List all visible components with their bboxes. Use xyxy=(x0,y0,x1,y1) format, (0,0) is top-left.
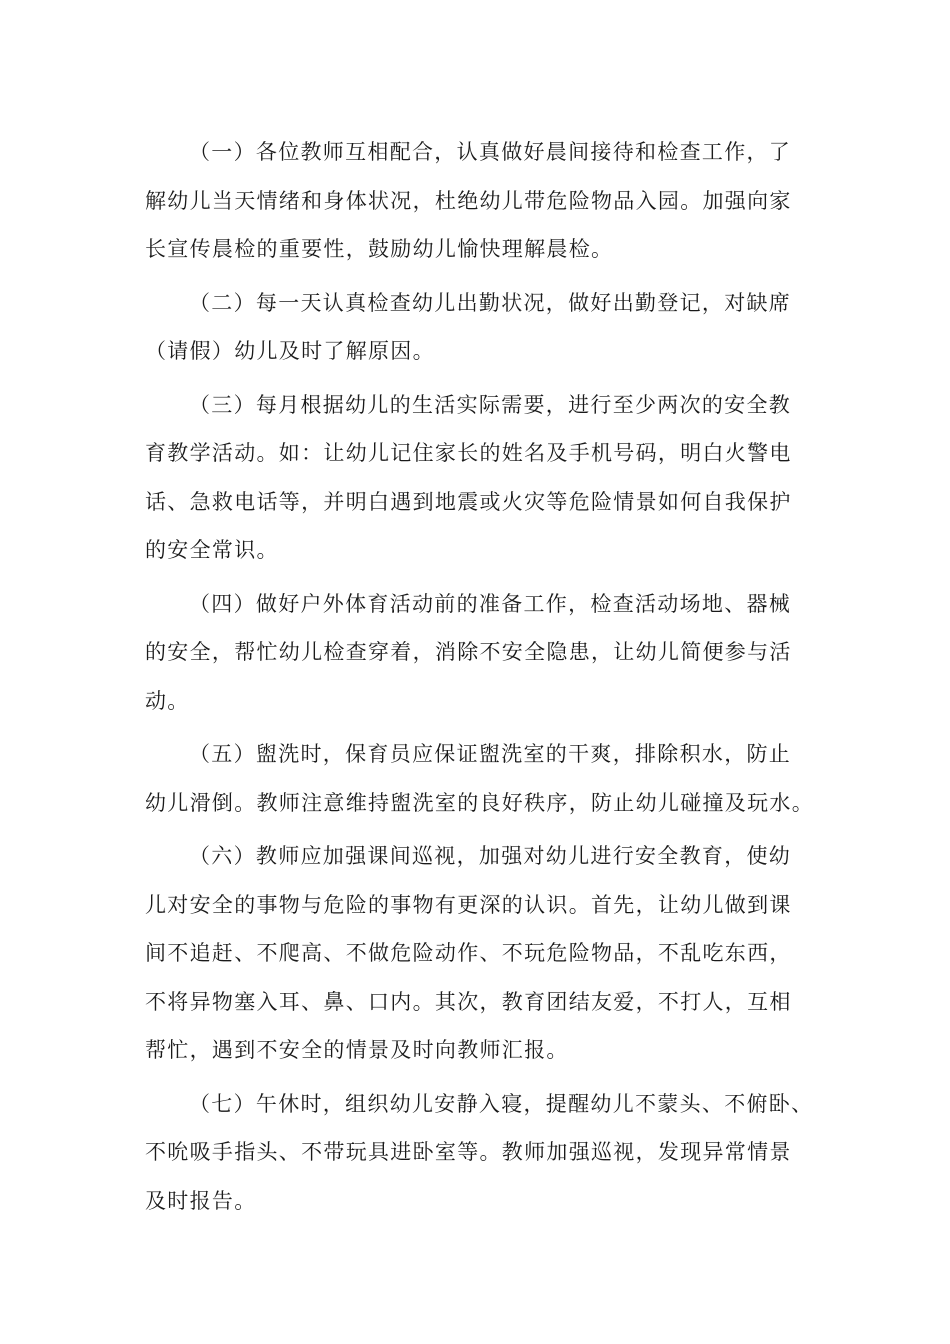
paragraph-3 xyxy=(145,381,805,575)
paragraph-line: 帮忙，遇到不安全的情景及时向教师汇报。 xyxy=(145,1038,569,1062)
paragraph-1 xyxy=(145,128,805,274)
paragraph-line: 儿对安全的事物与危险的事物有更深的认识。首先，让幼儿做到课 xyxy=(145,892,792,917)
paragraph-line: （七）午休时，组织幼儿安静入寝，提醒幼儿不蒙头、不俯卧、 xyxy=(189,1091,814,1116)
paragraph-line: 间不追赶、不爬高、不做危险动作、不玩危险物品，不乱吃东西， xyxy=(145,941,792,965)
paragraph-line: （六）教师应加强课间巡视，加强对幼儿进行安全教育，使幼 xyxy=(189,844,792,868)
paragraph-line: 不将异物塞入耳、鼻、口内。其次，教育团结友爱，不打人，互相 xyxy=(145,989,792,1014)
paragraph-line: 动。 xyxy=(145,688,190,713)
paragraph-4 xyxy=(145,580,805,726)
paragraph-line: （三）每月根据幼儿的生活实际需要，进行至少两次的安全教 xyxy=(189,392,792,417)
document-page xyxy=(145,128,814,1225)
paragraph-line: 的安全常识。 xyxy=(145,538,279,562)
paragraph-line: （一）各位教师互相配合，认真做好晨间接待和检查工作，了 xyxy=(189,140,792,164)
paragraph-line: （请假）幼儿及时了解原因。 xyxy=(145,339,435,363)
paragraph-line: 解幼儿当天情绪和身体状况，杜绝幼儿带危险物品入园。加强向家 xyxy=(145,188,792,213)
paragraph-7 xyxy=(145,1080,814,1226)
paragraph-line: （五）盥洗时，保育员应保证盥洗室的干爽，排除积水，防止 xyxy=(189,742,792,766)
paragraph-line: （四）做好户外体育活动前的准备工作，检查活动场地、器械 xyxy=(189,591,792,616)
paragraph-line: 长宣传晨检的重要性，鼓励幼儿愉快理解晨检。 xyxy=(145,237,614,261)
paragraph-2 xyxy=(145,279,805,376)
paragraph-6 xyxy=(145,832,805,1075)
paragraph-5 xyxy=(145,730,814,827)
paragraph-line: 及时报告。 xyxy=(145,1188,257,1213)
paragraph-line: 的安全，帮忙幼儿检查穿着，消除不安全隐患，让幼儿简便参与活 xyxy=(145,640,792,664)
paragraph-line: 幼儿滑倒。教师注意维持盥洗室的良好秩序，防止幼儿碰撞及玩水。 xyxy=(145,790,814,815)
paragraph-line: （二）每一天认真检查幼儿出勤状况，做好出勤登记，对缺席 xyxy=(189,290,792,315)
paragraph-line: 不吮吸手指头、不带玩具进卧室等。教师加强巡视，发现异常情景 xyxy=(145,1140,792,1164)
paragraph-line: 育教学活动。如：让幼儿记住家长的姓名及手机号码，明白火警电 xyxy=(145,441,792,465)
paragraph-line: 话、急救电话等，并明白遇到地震或火灾等危险情景如何自我保护 xyxy=(145,489,792,514)
